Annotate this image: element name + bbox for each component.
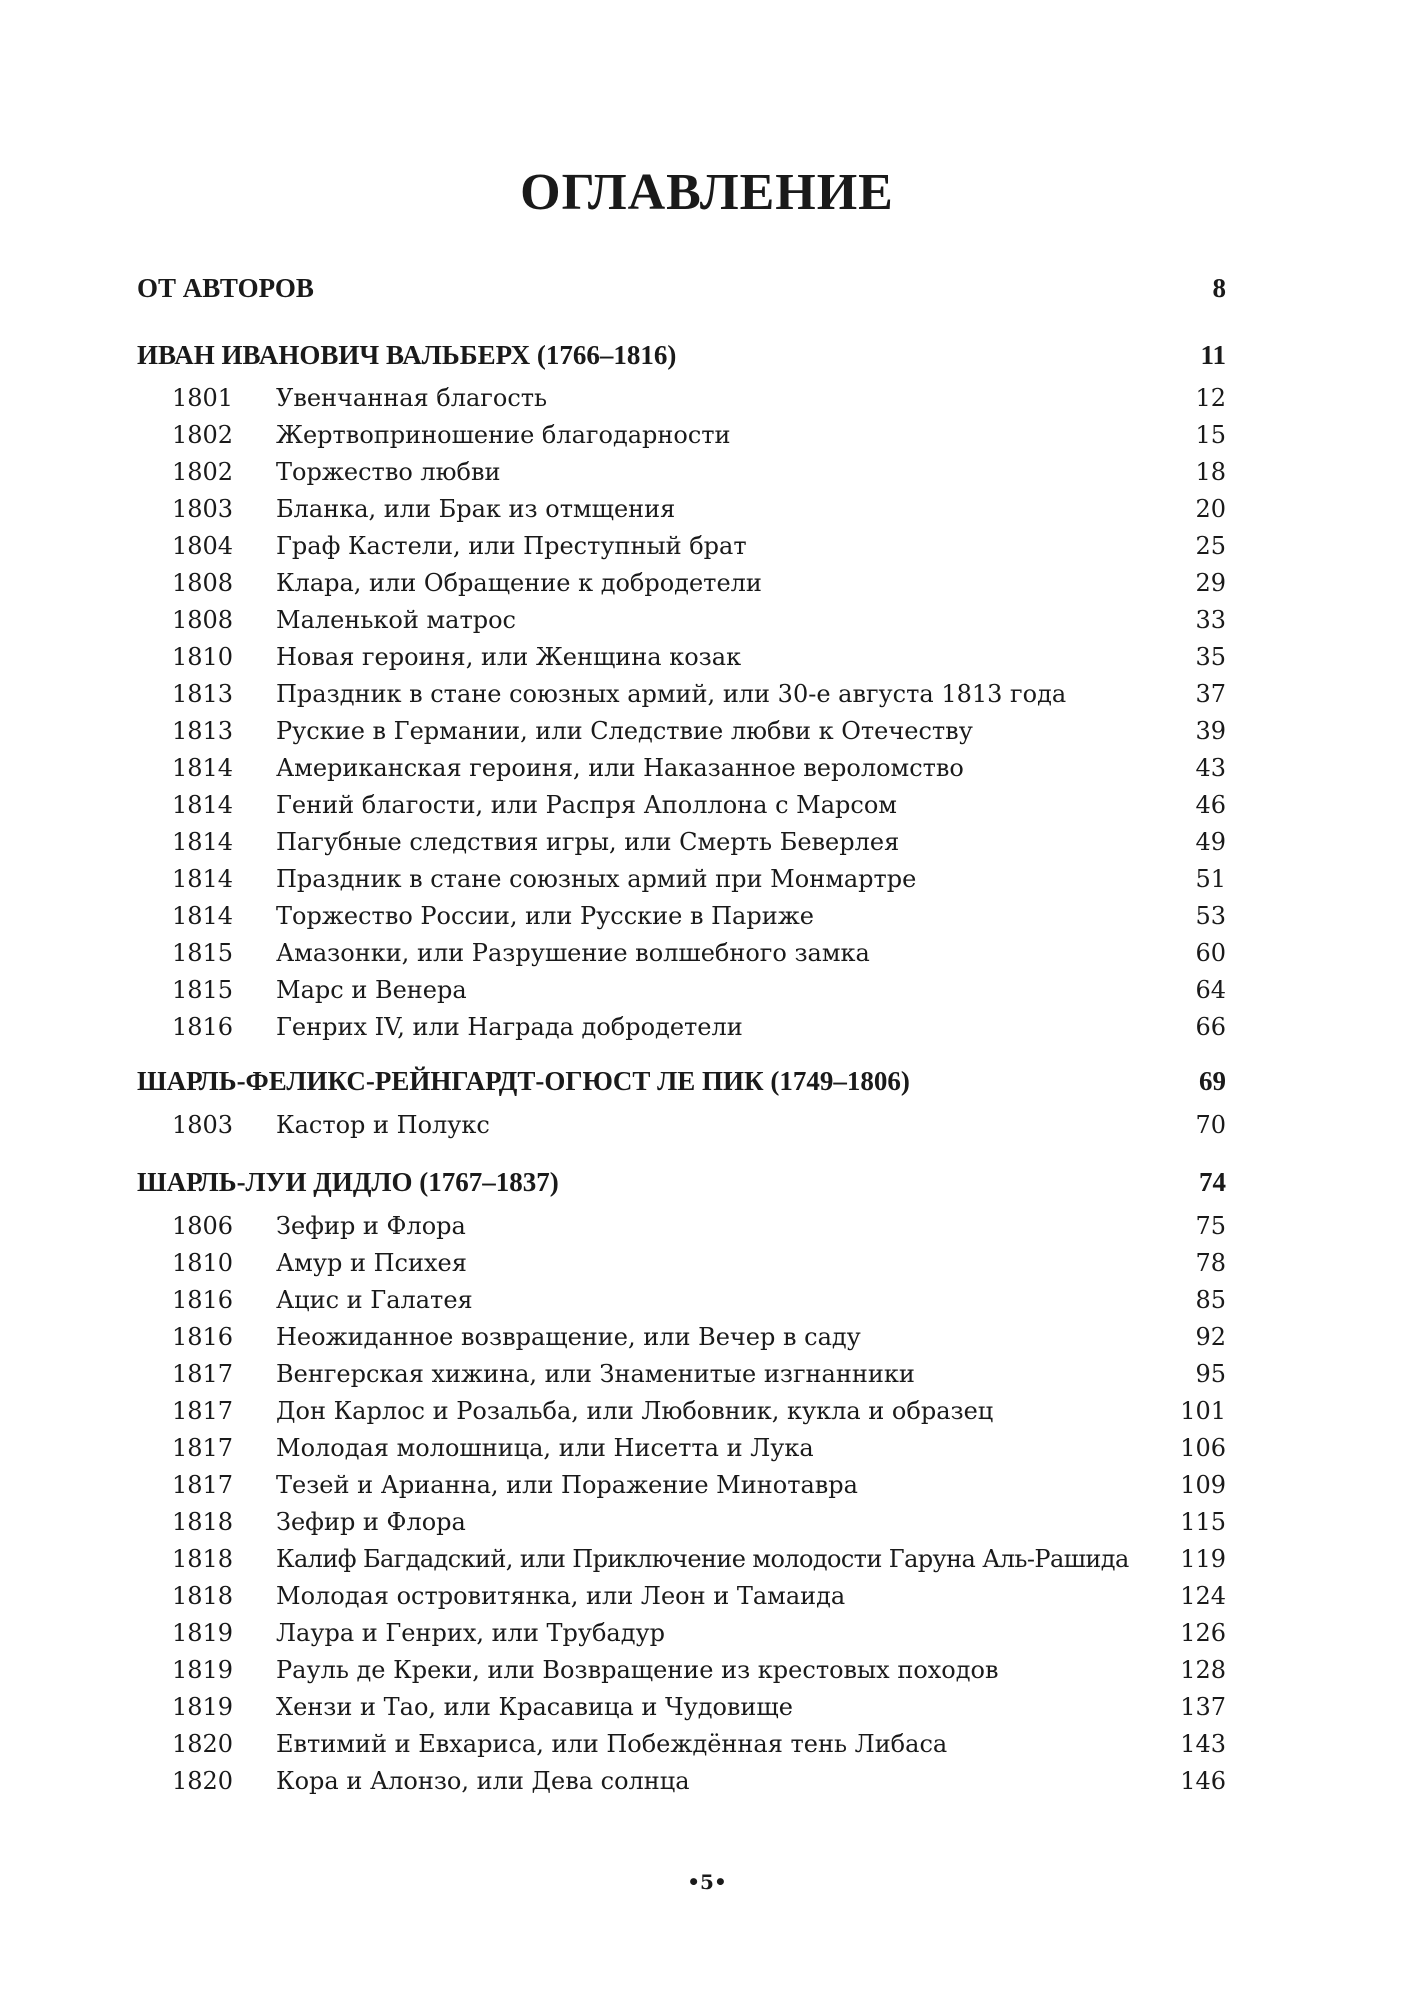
- entry-page-number: 18: [1195, 458, 1226, 486]
- entry-page-number: 128: [1180, 1656, 1226, 1684]
- entry-year: 1804: [172, 532, 234, 560]
- entry-year: 1814: [172, 754, 234, 782]
- entry-year: 1817: [172, 1434, 234, 1462]
- entry-year: 1819: [172, 1619, 234, 1647]
- entry-page-number: 146: [1180, 1767, 1226, 1795]
- entry-page-number: 85: [1195, 1286, 1226, 1314]
- entry-title: Хензи и Тао, или Красавица и Чудовище: [276, 1693, 793, 1721]
- entry-page-number: 75: [1195, 1212, 1226, 1240]
- entry-page-number: 53: [1195, 902, 1226, 930]
- entry-year: 1801: [172, 384, 234, 412]
- section-page-number: 69: [1199, 1066, 1226, 1096]
- entry-year: 1813: [172, 680, 234, 708]
- entry-page-number: 15: [1195, 421, 1226, 449]
- entry-title: Дон Карлос и Розальба, или Любовник, кукла и образец: [276, 1397, 994, 1425]
- entry-year: 1818: [172, 1545, 234, 1573]
- entry-title: Пагубные следствия игры, или Смерть Беверлея: [276, 828, 900, 856]
- page-title: ОГЛАВЛЕНИЕ: [520, 164, 894, 221]
- entry-page-number: 143: [1180, 1730, 1226, 1758]
- entry-year: 1808: [172, 569, 234, 597]
- entry-title: Ацис и Галатея: [276, 1286, 473, 1314]
- entry-page-number: 92: [1195, 1323, 1226, 1351]
- entry-title: Кастор и Полукс: [276, 1111, 490, 1139]
- entry-year: 1806: [172, 1212, 234, 1240]
- entry-title: Евтимий и Евхариса, или Побеждённая тень Либаса: [276, 1730, 948, 1758]
- entry-title: Жертвоприношение благодарности: [276, 421, 731, 449]
- entry-page-number: 25: [1195, 532, 1226, 560]
- entry-title: Амазонки, или Разрушение волшебного замка: [276, 939, 870, 967]
- entry-page-number: 37: [1195, 680, 1226, 708]
- entry-year: 1814: [172, 865, 234, 893]
- entry-year: 1810: [172, 1249, 234, 1277]
- entry-page-number: 95: [1195, 1360, 1226, 1388]
- entry-page-number: 119: [1180, 1545, 1226, 1573]
- entry-page-number: 70: [1195, 1111, 1226, 1139]
- entry-page-number: 43: [1195, 754, 1226, 782]
- entry-year: 1816: [172, 1286, 234, 1314]
- entry-year: 1820: [172, 1767, 234, 1795]
- entry-year: 1814: [172, 902, 234, 930]
- entry-year: 1815: [172, 939, 234, 967]
- entry-page-number: 46: [1195, 791, 1226, 819]
- entry-year: 1802: [172, 458, 234, 486]
- entry-title: Генрих IV, или Награда добродетели: [276, 1013, 743, 1041]
- entry-page-number: 78: [1195, 1249, 1226, 1277]
- entry-page-number: 126: [1180, 1619, 1226, 1647]
- entry-year: 1808: [172, 606, 234, 634]
- entry-title: Молодая молошница, или Нисетта и Лука: [276, 1434, 814, 1462]
- entry-title: Амур и Психея: [276, 1249, 467, 1277]
- entry-year: 1803: [172, 495, 234, 523]
- entry-title: Граф Кастели, или Преступный брат: [276, 532, 747, 560]
- entry-year: 1818: [172, 1508, 234, 1536]
- entry-page-number: 20: [1195, 495, 1226, 523]
- entry-title: Рауль де Креки, или Возвращение из крестовых походов: [276, 1656, 999, 1684]
- entry-page-number: 35: [1195, 643, 1226, 671]
- entry-title: Маленькой матрос: [276, 606, 516, 634]
- entry-year: 1810: [172, 643, 234, 671]
- entry-title: Торжество любви: [276, 458, 501, 486]
- entry-year: 1813: [172, 717, 234, 745]
- entry-title: Увенчанная благость: [276, 384, 548, 412]
- entry-page-number: 51: [1195, 865, 1226, 893]
- entry-title: Гений благости, или Распря Аполлона с Марсом: [276, 791, 897, 819]
- entry-page-number: 66: [1195, 1013, 1226, 1041]
- entry-page-number: 49: [1195, 828, 1226, 856]
- entry-year: 1814: [172, 828, 234, 856]
- entry-page-number: 12: [1195, 384, 1226, 412]
- section-title: ИВАН ИВАНОВИЧ ВАЛЬБЕРХ (1766–1816): [137, 340, 677, 370]
- entry-title: Кора и Алонзо, или Дева солнца: [276, 1767, 690, 1795]
- entry-year: 1817: [172, 1397, 234, 1425]
- entry-year: 1819: [172, 1693, 234, 1721]
- entry-title: Американская героиня, или Наказанное вероломство: [276, 754, 964, 782]
- entry-page-number: 106: [1180, 1434, 1226, 1462]
- section-page-number: 74: [1199, 1167, 1226, 1197]
- entry-title: Бланка, или Брак из отмщения: [276, 495, 676, 523]
- entry-page-number: 101: [1180, 1397, 1226, 1425]
- entry-year: 1817: [172, 1471, 234, 1499]
- entry-page-number: 39: [1195, 717, 1226, 745]
- entry-title: Тезей и Арианна, или Поражение Минотавра: [276, 1471, 858, 1499]
- page-folio: •5•: [687, 1870, 727, 1894]
- entry-year: 1814: [172, 791, 234, 819]
- entry-title: Руские в Германии, или Следствие любви к Отечеству: [276, 717, 973, 745]
- entry-title: Неожиданное возвращение, или Вечер в саду: [276, 1323, 861, 1351]
- entry-title: Праздник в стане союзных армий при Монмартре: [276, 865, 917, 893]
- entry-year: 1818: [172, 1582, 234, 1610]
- entry-page-number: 124: [1180, 1582, 1226, 1610]
- entry-year: 1815: [172, 976, 234, 1004]
- entry-title: Клара, или Обращение к добродетели: [276, 569, 762, 597]
- entry-page-number: 137: [1180, 1693, 1226, 1721]
- entry-title: Калиф Багдадский, или Приключение молодости Гаруна Аль-Рашида: [276, 1545, 1129, 1573]
- section-title: ШАРЛЬ-ЛУИ ДИДЛО (1767–1837): [137, 1167, 559, 1197]
- entry-title: Лаура и Генрих, или Трубадур: [276, 1619, 666, 1647]
- entry-year: 1816: [172, 1013, 234, 1041]
- section-title: ОТ АВТОРОВ: [137, 273, 314, 303]
- section-page-number: 11: [1200, 340, 1226, 370]
- entry-page-number: 29: [1195, 569, 1226, 597]
- entry-title: Новая героиня, или Женщина козак: [276, 643, 742, 671]
- entry-year: 1802: [172, 421, 234, 449]
- entry-title: Зефир и Флора: [276, 1212, 466, 1240]
- entry-title: Торжество России, или Русские в Париже: [276, 902, 815, 930]
- entry-page-number: 33: [1195, 606, 1226, 634]
- entry-title: Марс и Венера: [276, 976, 467, 1004]
- entry-title: Молодая островитянка, или Леон и Тамаида: [276, 1582, 846, 1610]
- entry-year: 1819: [172, 1656, 234, 1684]
- entry-page-number: 64: [1195, 976, 1226, 1004]
- entry-year: 1816: [172, 1323, 234, 1351]
- entry-title: Венгерская хижина, или Знаменитые изгнанники: [276, 1360, 915, 1388]
- entry-title: Праздник в стане союзных армий, или 30-е августа 1813 года: [276, 680, 1067, 708]
- section-page-number: 8: [1212, 273, 1226, 303]
- entry-year: 1820: [172, 1730, 234, 1758]
- entry-year: 1803: [172, 1111, 234, 1139]
- section-title: ШАРЛЬ-ФЕЛИКС-РЕЙНГАРДТ-ОГЮСТ ЛЕ ПИК (1749–1806): [137, 1066, 910, 1096]
- entry-page-number: 60: [1195, 939, 1226, 967]
- entry-page-number: 115: [1180, 1508, 1226, 1536]
- entry-page-number: 109: [1180, 1471, 1226, 1499]
- entry-year: 1817: [172, 1360, 234, 1388]
- entry-title: Зефир и Флора: [276, 1508, 466, 1536]
